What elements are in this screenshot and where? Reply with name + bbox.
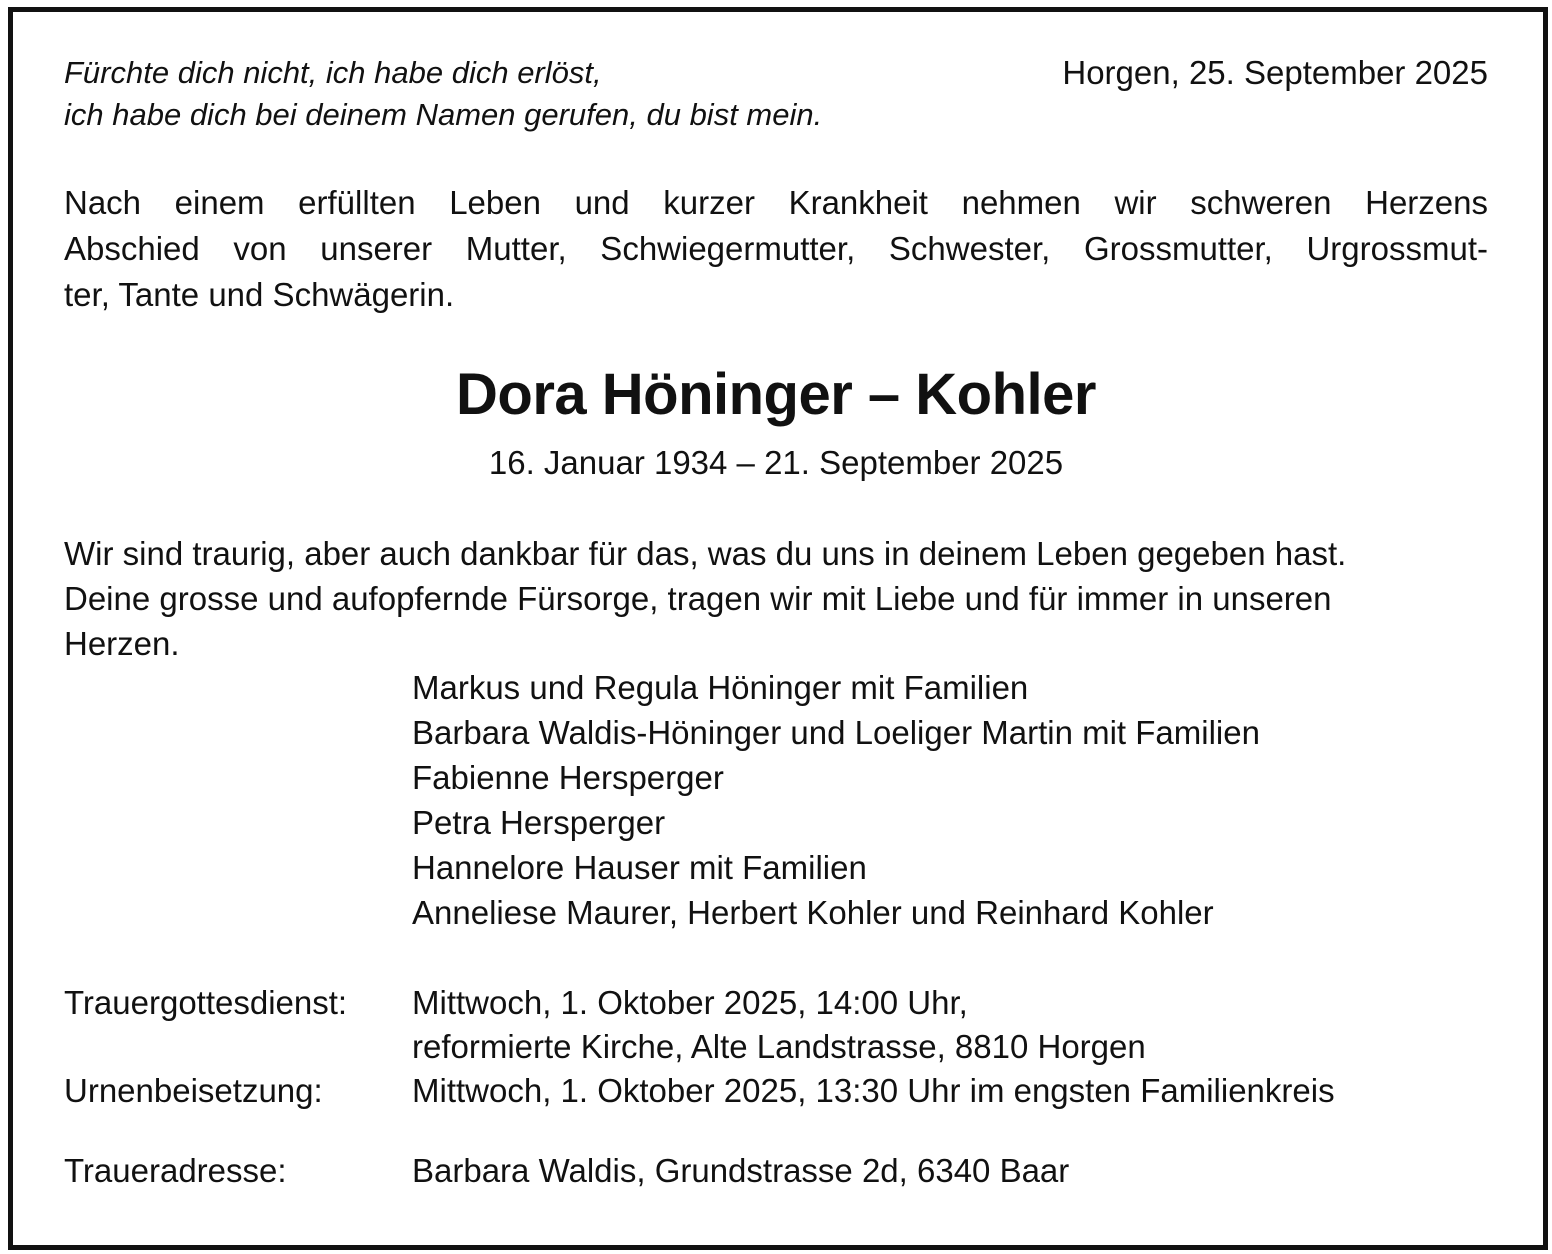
urn-value: Mittwoch, 1. Oktober 2025, 13:30 Uhr im engsten Familienkreis: [412, 1072, 1335, 1109]
service-line-2: reformierte Kirche, Alte Landstrasse, 8810 Horgen: [412, 1028, 1146, 1065]
family-list: [412, 665, 1260, 935]
intro-line-1: Nach einem erfüllten Leben und kurzer Krankheit nehmen wir schweren Herzens: [64, 184, 1488, 221]
bible-verse: [64, 52, 822, 136]
verse-line-1: Fürchte dich nicht, ich habe dich erlöst,: [64, 55, 602, 90]
intro-paragraph: [64, 180, 1488, 318]
service-label: Trauergottesdienst:: [64, 984, 348, 1021]
deceased-name: Dora Höninger – Kohler: [456, 362, 1096, 427]
thanks-line-1: Wir sind traurig, aber auch dankbar für das, was du uns in deinem Leben gegeben hast.: [64, 535, 1347, 572]
place-date: Horgen, 25. September 2025: [1062, 54, 1488, 91]
verse-line-2: ich habe dich bei deinem Namen gerufen, du bist mein.: [64, 97, 823, 132]
intro-line-3: ter, Tante und Schwägerin.: [64, 276, 455, 313]
thanks-line-2: Deine grosse und aufopfernde Fürsorge, tragen wir mit Liebe und für immer in unseren: [64, 580, 1332, 617]
address-label: Traueradresse:: [64, 1152, 287, 1189]
intro-line-2: Abschied von unserer Mutter, Schwiegermutter, Schwester, Grossmutter, Urgrossmut-: [64, 230, 1488, 267]
family-member: Barbara Waldis-Höninger und Loeliger Martin mit Familien: [412, 714, 1260, 751]
service-line-1: Mittwoch, 1. Oktober 2025, 14:00 Uhr,: [412, 984, 968, 1021]
family-member: Petra Hersperger: [412, 804, 666, 841]
address-value: Barbara Waldis, Grundstrasse 2d, 6340 Baar: [412, 1152, 1070, 1189]
obituary-notice: [64, 0, 1488, 1254]
thanks-line-3: Herzen.: [64, 625, 180, 662]
family-member: Markus und Regula Höninger mit Familien: [412, 669, 1029, 706]
thanks-paragraph: [64, 531, 1488, 666]
family-member: Anneliese Maurer, Herbert Kohler und Reinhard Kohler: [412, 894, 1214, 931]
urn-label: Urnenbeisetzung:: [64, 1072, 323, 1109]
family-member: Fabienne Hersperger: [412, 759, 724, 796]
family-member: Hannelore Hauser mit Familien: [412, 849, 867, 886]
life-dates: 16. Januar 1934 – 21. September 2025: [488, 444, 1064, 481]
